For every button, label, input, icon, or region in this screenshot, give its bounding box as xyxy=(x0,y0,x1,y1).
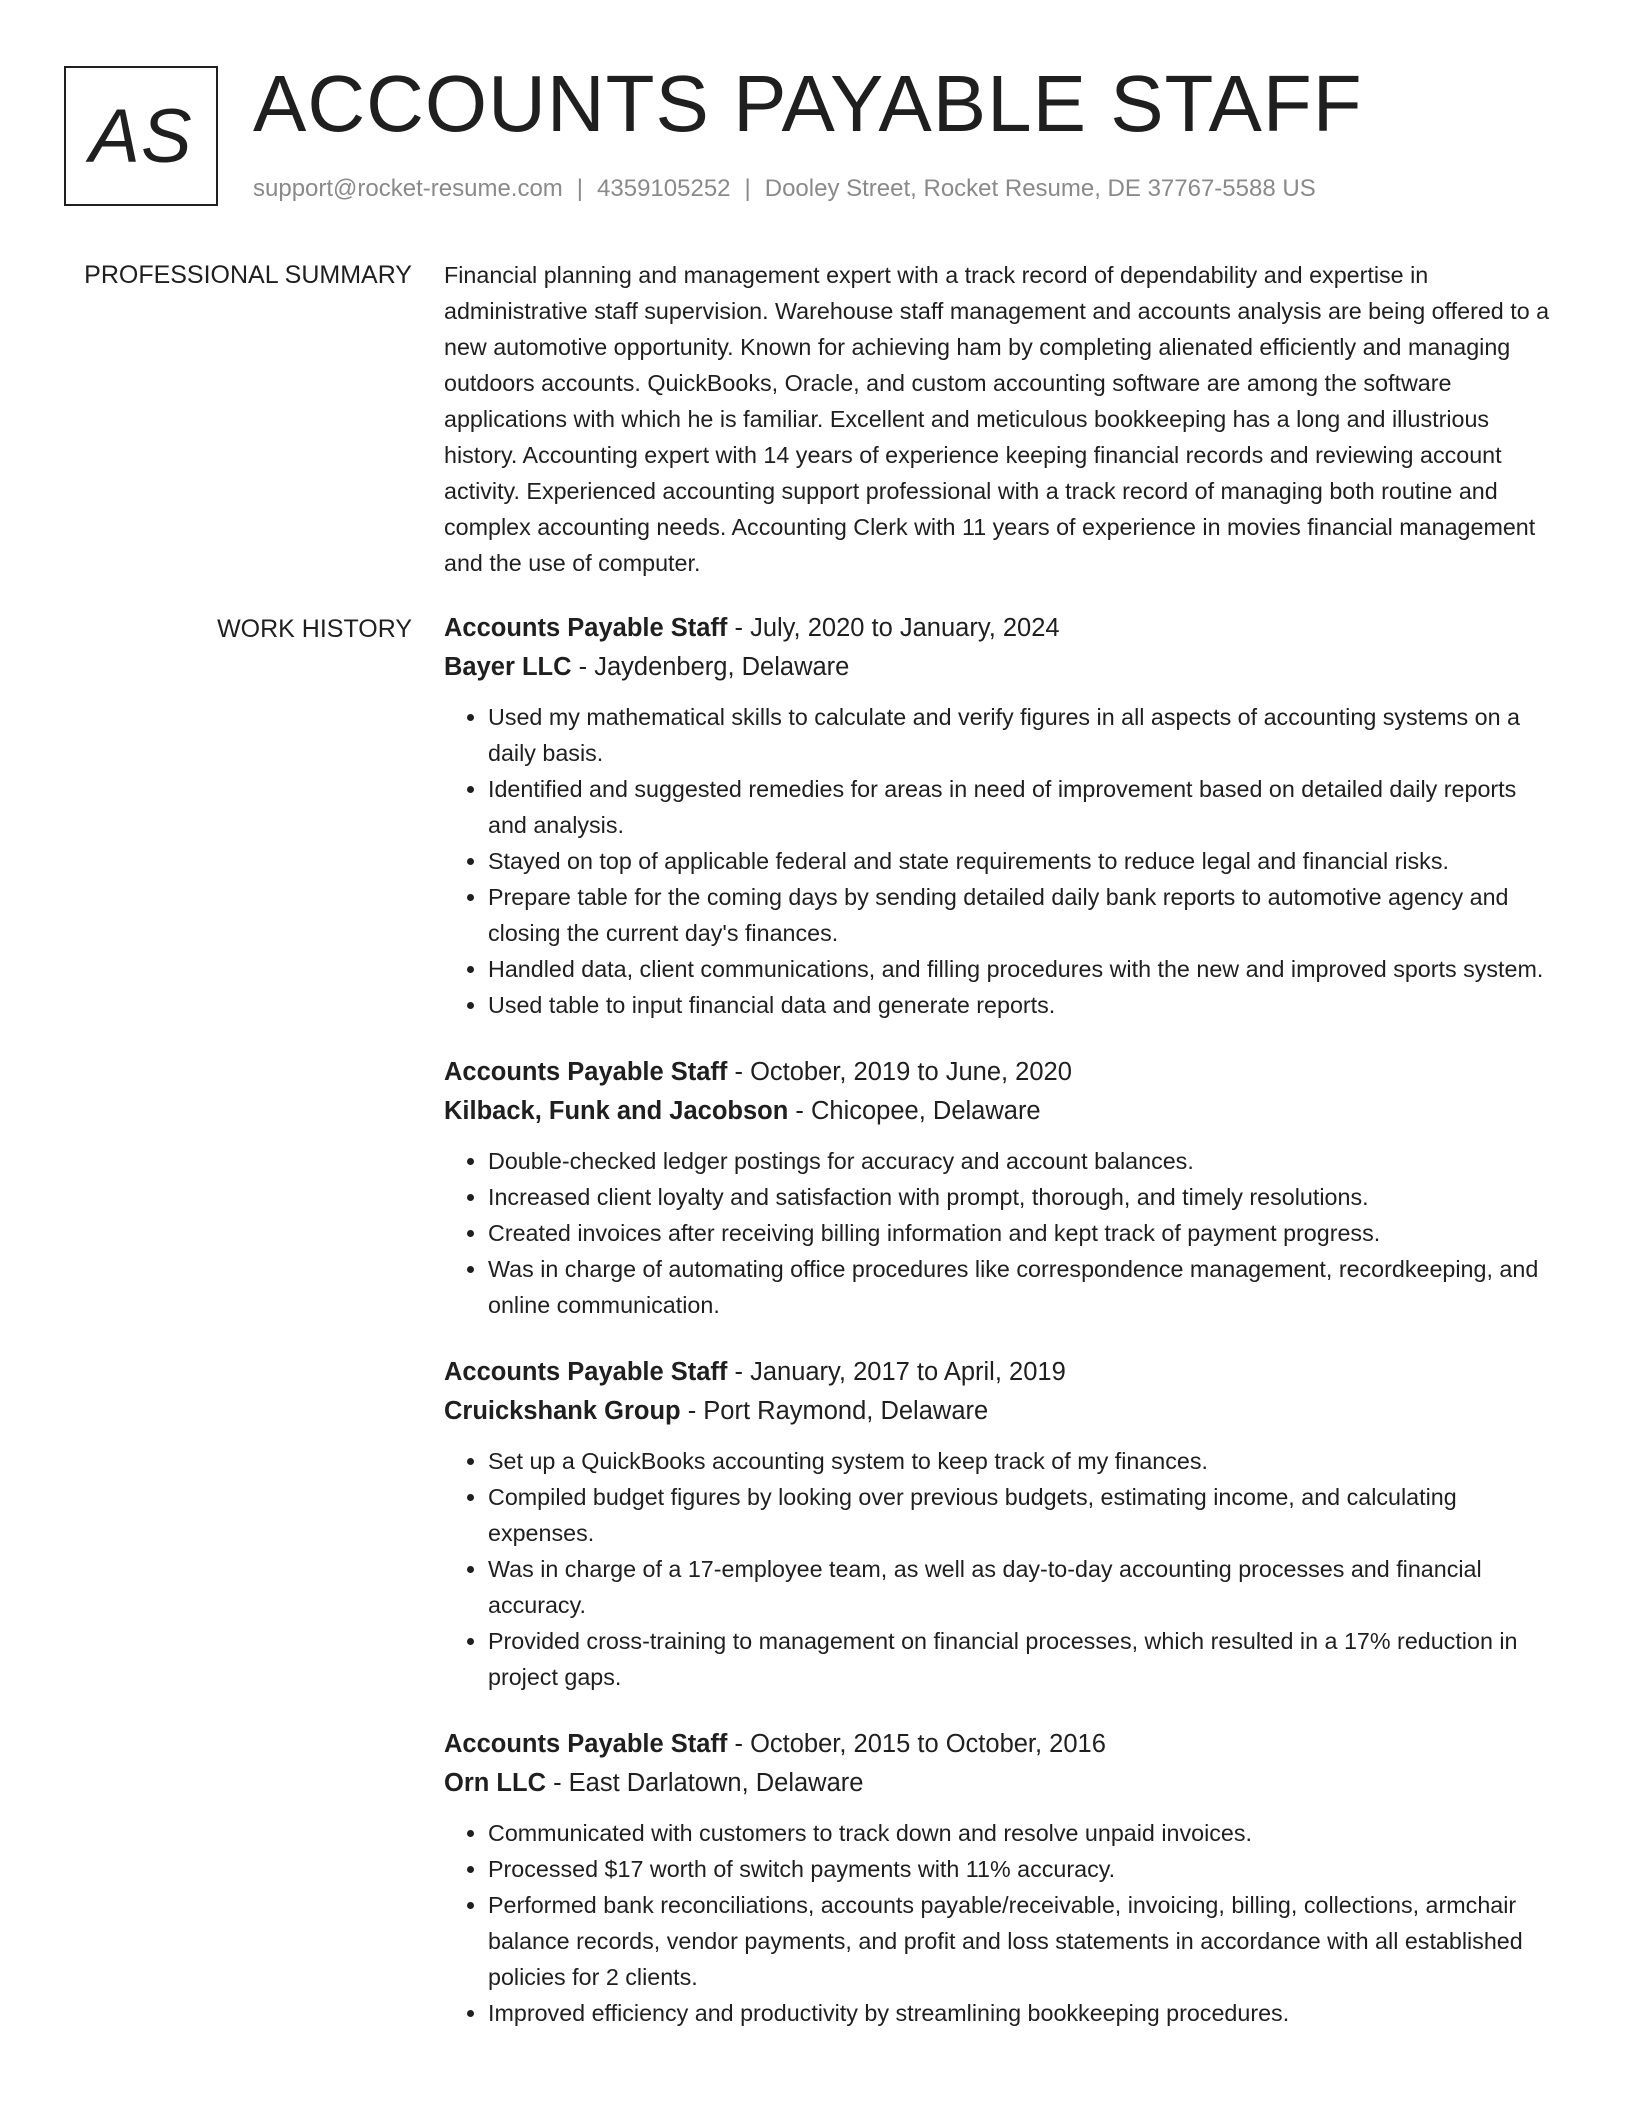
job-location: - East Darlatown, Delaware xyxy=(546,1769,864,1797)
job-company: Cruickshank Group xyxy=(444,1397,681,1425)
section-label-summary: PROFESSIONAL SUMMARY xyxy=(84,261,412,289)
job-bullet: • Compiled budget figures by looking over previous budgets, estimating income, and calculating expenses. xyxy=(488,1479,1560,1551)
contact-email: support@rocket-resume.com xyxy=(253,175,563,202)
contact-address: Dooley Street, Rocket Resume, DE 37767-5588 US xyxy=(764,175,1316,202)
contact-phone: 4359105252 xyxy=(597,175,731,202)
job-bullet: • Used my mathematical skills to calculate and verify figures in all aspects of accounting systems on a daily basis. xyxy=(488,699,1560,771)
job-company-line xyxy=(444,1764,1560,1803)
job-entry xyxy=(444,1053,1560,1323)
job-title: Accounts Payable Staff xyxy=(444,1358,728,1386)
job-bullet: • Was in charge of automating office procedures like correspondence management, recordkeeping, and online communication. xyxy=(488,1251,1560,1323)
job-bullet-list xyxy=(444,1143,1560,1323)
job-company-line xyxy=(444,1092,1560,1131)
job-company: Bayer LLC xyxy=(444,653,572,681)
job-location: - Port Raymond, Delaware xyxy=(680,1397,989,1425)
monogram-badge xyxy=(64,66,218,206)
job-company: Kilback, Funk and Jacobson xyxy=(444,1097,789,1125)
job-dates: - October, 2015 to October, 2016 xyxy=(727,1730,1106,1758)
job-bullet: • Handled data, client communications, and filling procedures with the new and improved sports system. xyxy=(488,951,1560,987)
job-bullet: • Stayed on top of applicable federal and state requirements to reduce legal and financial risks. xyxy=(488,843,1560,879)
job-bullet: • Increased client loyalty and satisfaction with prompt, thorough, and timely resolutions. xyxy=(488,1179,1560,1215)
job-bullet: • Processed $17 worth of switch payments with 11% accuracy. xyxy=(488,1851,1560,1887)
job-bullet: • Was in charge of a 17-employee team, as well as day-to-day accounting processes and financial accuracy. xyxy=(488,1551,1560,1623)
job-title-line xyxy=(444,609,1560,648)
job-bullet-list xyxy=(444,1815,1560,2031)
job-bullet: • Improved efficiency and productivity by streamlining bookkeeping procedures. xyxy=(488,1995,1560,2031)
job-bullet: • Identified and suggested remedies for areas in need of improvement based on detailed daily reports and analysis. xyxy=(488,771,1560,843)
jobs-list xyxy=(444,609,1560,2031)
job-company: Orn LLC xyxy=(444,1769,546,1797)
job-title: Accounts Payable Staff xyxy=(444,1058,728,1086)
job-entry xyxy=(444,609,1560,1023)
job-bullet: • Provided cross-training to management on financial processes, which resulted in a 17% reduction in project gaps. xyxy=(488,1623,1560,1695)
job-bullet: • Set up a QuickBooks accounting system to keep track of my finances. xyxy=(488,1443,1560,1479)
job-title-line xyxy=(444,1353,1560,1392)
monogram-initials: AS xyxy=(89,93,193,179)
job-location: - Jaydenberg, Delaware xyxy=(571,653,850,681)
job-bullet: • Prepare table for the coming days by sending detailed daily bank reports to automotive agency and closing the current day's finances. xyxy=(488,879,1560,951)
job-dates: - January, 2017 to April, 2019 xyxy=(727,1358,1066,1386)
job-bullet: • Double-checked ledger postings for accuracy and account balances. xyxy=(488,1143,1560,1179)
job-bullet: • Used table to input financial data and generate reports. xyxy=(488,987,1560,1023)
job-title: Accounts Payable Staff xyxy=(444,1730,728,1758)
summary-section xyxy=(444,257,1560,581)
job-bullet: • Communicated with customers to track down and resolve unpaid invoices. xyxy=(488,1815,1560,1851)
contact-separator: | xyxy=(576,175,584,202)
job-location: - Chicopee, Delaware xyxy=(788,1097,1041,1125)
job-title-line xyxy=(444,1725,1560,1764)
section-label-work-history: WORK HISTORY xyxy=(217,615,412,643)
job-company-line xyxy=(444,1392,1560,1431)
contact-line xyxy=(253,172,1316,206)
job-entry xyxy=(444,1725,1560,2031)
contact-separator: | xyxy=(744,175,751,202)
resume-name-title: ACCOUNTS PAYABLE STAFF xyxy=(253,59,1363,148)
job-bullet: • Performed bank reconciliations, accounts payable/receivable, invoicing, billing, collections, armchair balance records, vendor payments, and profit and loss statements in accordance with all established policies for 2 clients. xyxy=(488,1887,1560,1995)
job-dates: - October, 2019 to June, 2020 xyxy=(727,1058,1072,1086)
job-bullet-list xyxy=(444,699,1560,1023)
job-title-line xyxy=(444,1053,1560,1092)
job-company-line xyxy=(444,648,1560,687)
work-history-section xyxy=(444,609,1560,2061)
job-dates: - July, 2020 to January, 2024 xyxy=(727,614,1060,642)
summary-text: Financial planning and management expert with a track record of dependability and expertise in administrative staff supervision. Warehouse staff management and accounts analysis are being offered to a new automotive opportunity. Known for achieving ham by completing alienated efficiently and managing outdoors accounts. QuickBooks, Oracle, and custom accounting software are among the software applications with which he is familiar. Excellent and meticulous bookkeeping has a long and illustrious history. Accounting expert with 14 years of experience keeping financial records and reviewing account activity. Experienced accounting support professional with a track record of managing both routine and complex accounting needs. Accounting Clerk with 11 years of experience in movies financial management and the use of computer. xyxy=(444,262,1550,576)
job-bullet-list xyxy=(444,1443,1560,1695)
job-entry xyxy=(444,1353,1560,1695)
job-bullet: • Created invoices after receiving billing information and kept track of payment progress. xyxy=(488,1215,1560,1251)
job-title: Accounts Payable Staff xyxy=(444,614,728,642)
